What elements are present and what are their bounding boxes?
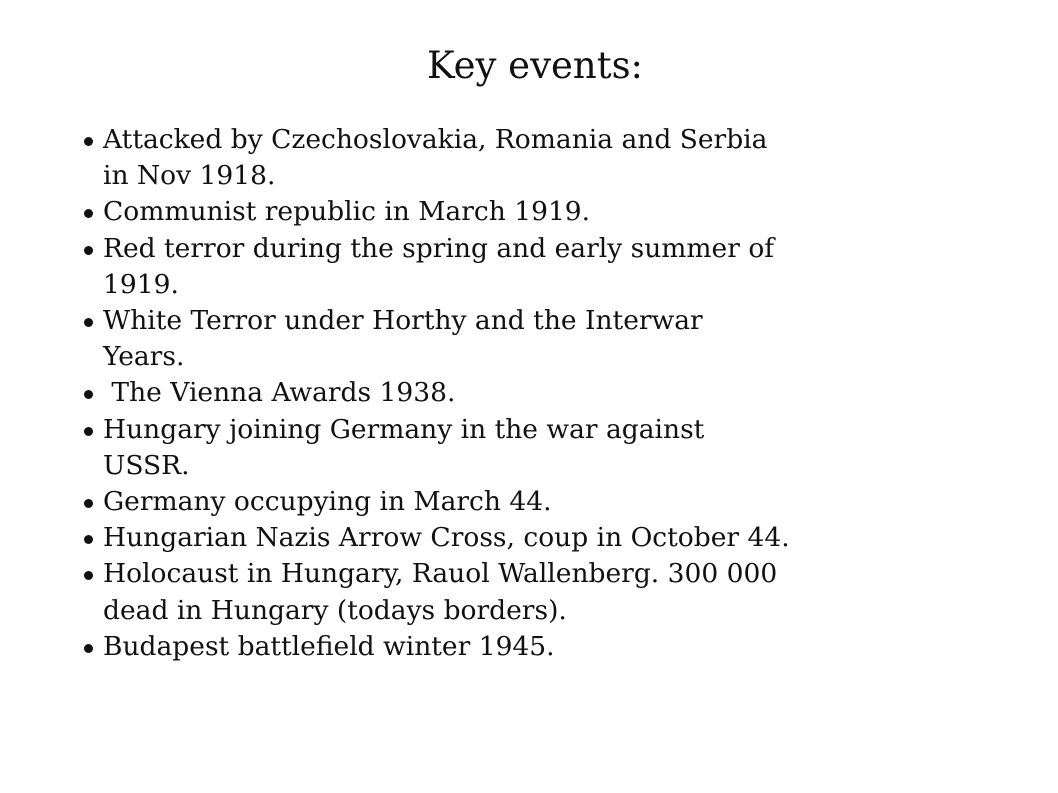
list-item — [79, 484, 939, 520]
list-item — [79, 412, 939, 484]
bullet-line: Years. — [103, 341, 185, 373]
bullet-dot-icon — [84, 427, 93, 436]
bullet-dot-icon — [84, 246, 93, 255]
bullet-line: 1919. — [103, 268, 179, 300]
bullet-dot-icon — [84, 571, 93, 580]
bullet-line: dead in Hungary (todays borders). — [103, 594, 567, 626]
bullet-dot-icon — [84, 390, 93, 399]
bullet-line: Budapest battlefield winter 1945. — [103, 630, 555, 662]
bullet-dot-icon — [84, 209, 93, 218]
list-item — [79, 122, 939, 194]
list-item — [79, 629, 939, 665]
slide-title: Key events: — [426, 44, 644, 87]
bullet-dot-icon — [84, 499, 93, 508]
bullet-list — [79, 122, 939, 665]
bullet-line: Communist republic in March 1919. — [103, 196, 591, 228]
list-item — [79, 556, 939, 628]
list-item — [79, 303, 939, 375]
bullet-dot-icon — [84, 318, 93, 327]
bullet-line: Germany occupying in March 44. — [103, 486, 552, 518]
bullet-line: Red terror during the spring and early summer of — [103, 232, 775, 264]
bullet-dot-icon — [84, 535, 93, 544]
bullet-line: Hungarian Nazis Arrow Cross, coup in October 44. — [103, 522, 790, 554]
list-item — [79, 520, 939, 556]
bullet-line: Hungary joining Germany in the war against — [103, 413, 705, 445]
bullet-line: White Terror under Horthy and the Interwar — [103, 305, 703, 337]
list-item — [79, 231, 939, 303]
bullet-line: in Nov 1918. — [103, 160, 276, 192]
bullet-dot-icon — [84, 137, 93, 146]
list-item — [79, 375, 939, 411]
bullet-line: USSR. — [103, 449, 190, 481]
bullet-dot-icon — [84, 644, 93, 653]
list-item — [79, 194, 939, 230]
bullet-line: Holocaust in Hungary, Rauol Wallenberg. 300 000 — [103, 558, 778, 590]
bullet-line: The Vienna Awards 1938. — [103, 377, 456, 409]
bullet-line: Attacked by Czechoslovakia, Romania and Serbia — [103, 124, 768, 155]
